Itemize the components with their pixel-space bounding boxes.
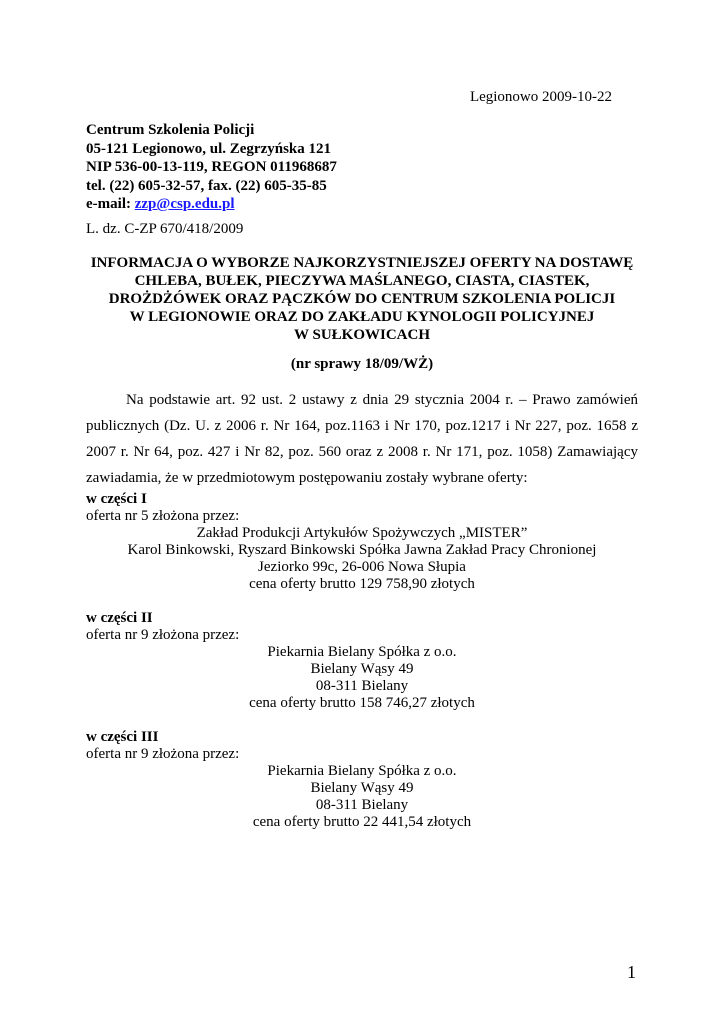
part-heading: w części III — [86, 729, 159, 745]
offer-line: oferta nr 9 złożona przez: — [86, 627, 240, 643]
email-label: e-mail: — [86, 196, 135, 212]
offer-detail: Zakład Produkcji Artykułów Spożywczych „MISTER” — [196, 525, 528, 541]
document-title — [86, 254, 638, 344]
part-heading: w części II — [86, 610, 153, 626]
part-section — [86, 729, 638, 831]
case-number: (nr sprawy 18/09/WŻ) — [290, 356, 434, 372]
offer-detail: Karol Binkowski, Ryszard Binkowski Spółka Jawna Zakład Pracy Chronionej — [127, 542, 597, 558]
offer-detail: 08-311 Bielany — [315, 678, 409, 694]
sender-email-line — [86, 195, 337, 214]
sender-block — [86, 121, 337, 214]
reference-number: L. dz. C-ZP 670/418/2009 — [86, 221, 244, 237]
offer-detail: Piekarnia Bielany Spółka z o.o. — [267, 644, 457, 660]
sender-address: 05-121 Legionowo, ul. Zegrzyńska 121 — [86, 140, 332, 157]
offer-detail: Bielany Wąsy 49 — [310, 661, 414, 677]
title-line: CHLEBA, BUŁEK, PIECZYWA MAŚLANEGO, CIASTA, CIASTEK, — [134, 273, 590, 289]
part-heading: w części I — [86, 491, 147, 507]
offer-detail: Jeziorko 99c, 26-006 Nowa Słupia — [258, 559, 466, 575]
title-line: DROŻDŻÓWEK ORAZ PĄCZKÓW DO CENTRUM SZKOLENIA POLICJI — [108, 291, 616, 307]
offer-detail: Piekarnia Bielany Spółka z o.o. — [267, 763, 457, 779]
offer-detail: 08-311 Bielany — [315, 797, 409, 813]
body-paragraph: Na podstawie art. 92 ust. 2 ustawy z dnia 29 stycznia 2004 r. – Prawo zamówień publicznych (Dz. U. z 2006 r. Nr 164, poz.1163 i Nr 170, poz.1217 i Nr 227, poz. 1658 z 2007 r. Nr 64, poz. 427 i Nr 82, poz. 560 oraz z 2008 r. Nr 171, poz. 1058) Zamawiający zawiadamia, że w przedmiotowym postępowaniu zostały wybrane oferty: — [86, 392, 638, 486]
part-section — [86, 610, 638, 712]
part-section — [86, 491, 638, 593]
title-line: W LEGIONOWIE ORAZ DO ZAKŁADU KYNOLOGII POLICYJNEJ — [129, 309, 595, 325]
offer-line: oferta nr 9 złożona przez: — [86, 746, 240, 762]
page-number: 1 — [627, 962, 636, 982]
title-line: INFORMACJA O WYBORZE NAJKORZYSTNIEJSZEJ OFERTY NA DOSTAWĘ — [90, 255, 634, 271]
offer-price: cena oferty brutto 129 758,90 złotych — [249, 576, 475, 592]
sender-phone: tel. (22) 605-32-57, fax. (22) 605-35-85 — [86, 177, 327, 194]
offer-detail: Bielany Wąsy 49 — [310, 780, 414, 796]
title-line: W SUŁKOWICACH — [294, 327, 430, 343]
sender-ids: NIP 536-00-13-119, REGON 011968687 — [86, 159, 337, 175]
offer-price: cena oferty brutto 158 746,27 złotych — [249, 695, 475, 711]
email-link[interactable]: zzp@csp.edu.pl — [134, 196, 235, 212]
sender-name: Centrum Szkolenia Policji — [86, 122, 255, 138]
offer-line: oferta nr 5 złożona przez: — [86, 508, 240, 524]
date-line: Legionowo 2009-10-22 — [469, 89, 612, 105]
offer-price: cena oferty brutto 22 441,54 złotych — [252, 814, 472, 830]
